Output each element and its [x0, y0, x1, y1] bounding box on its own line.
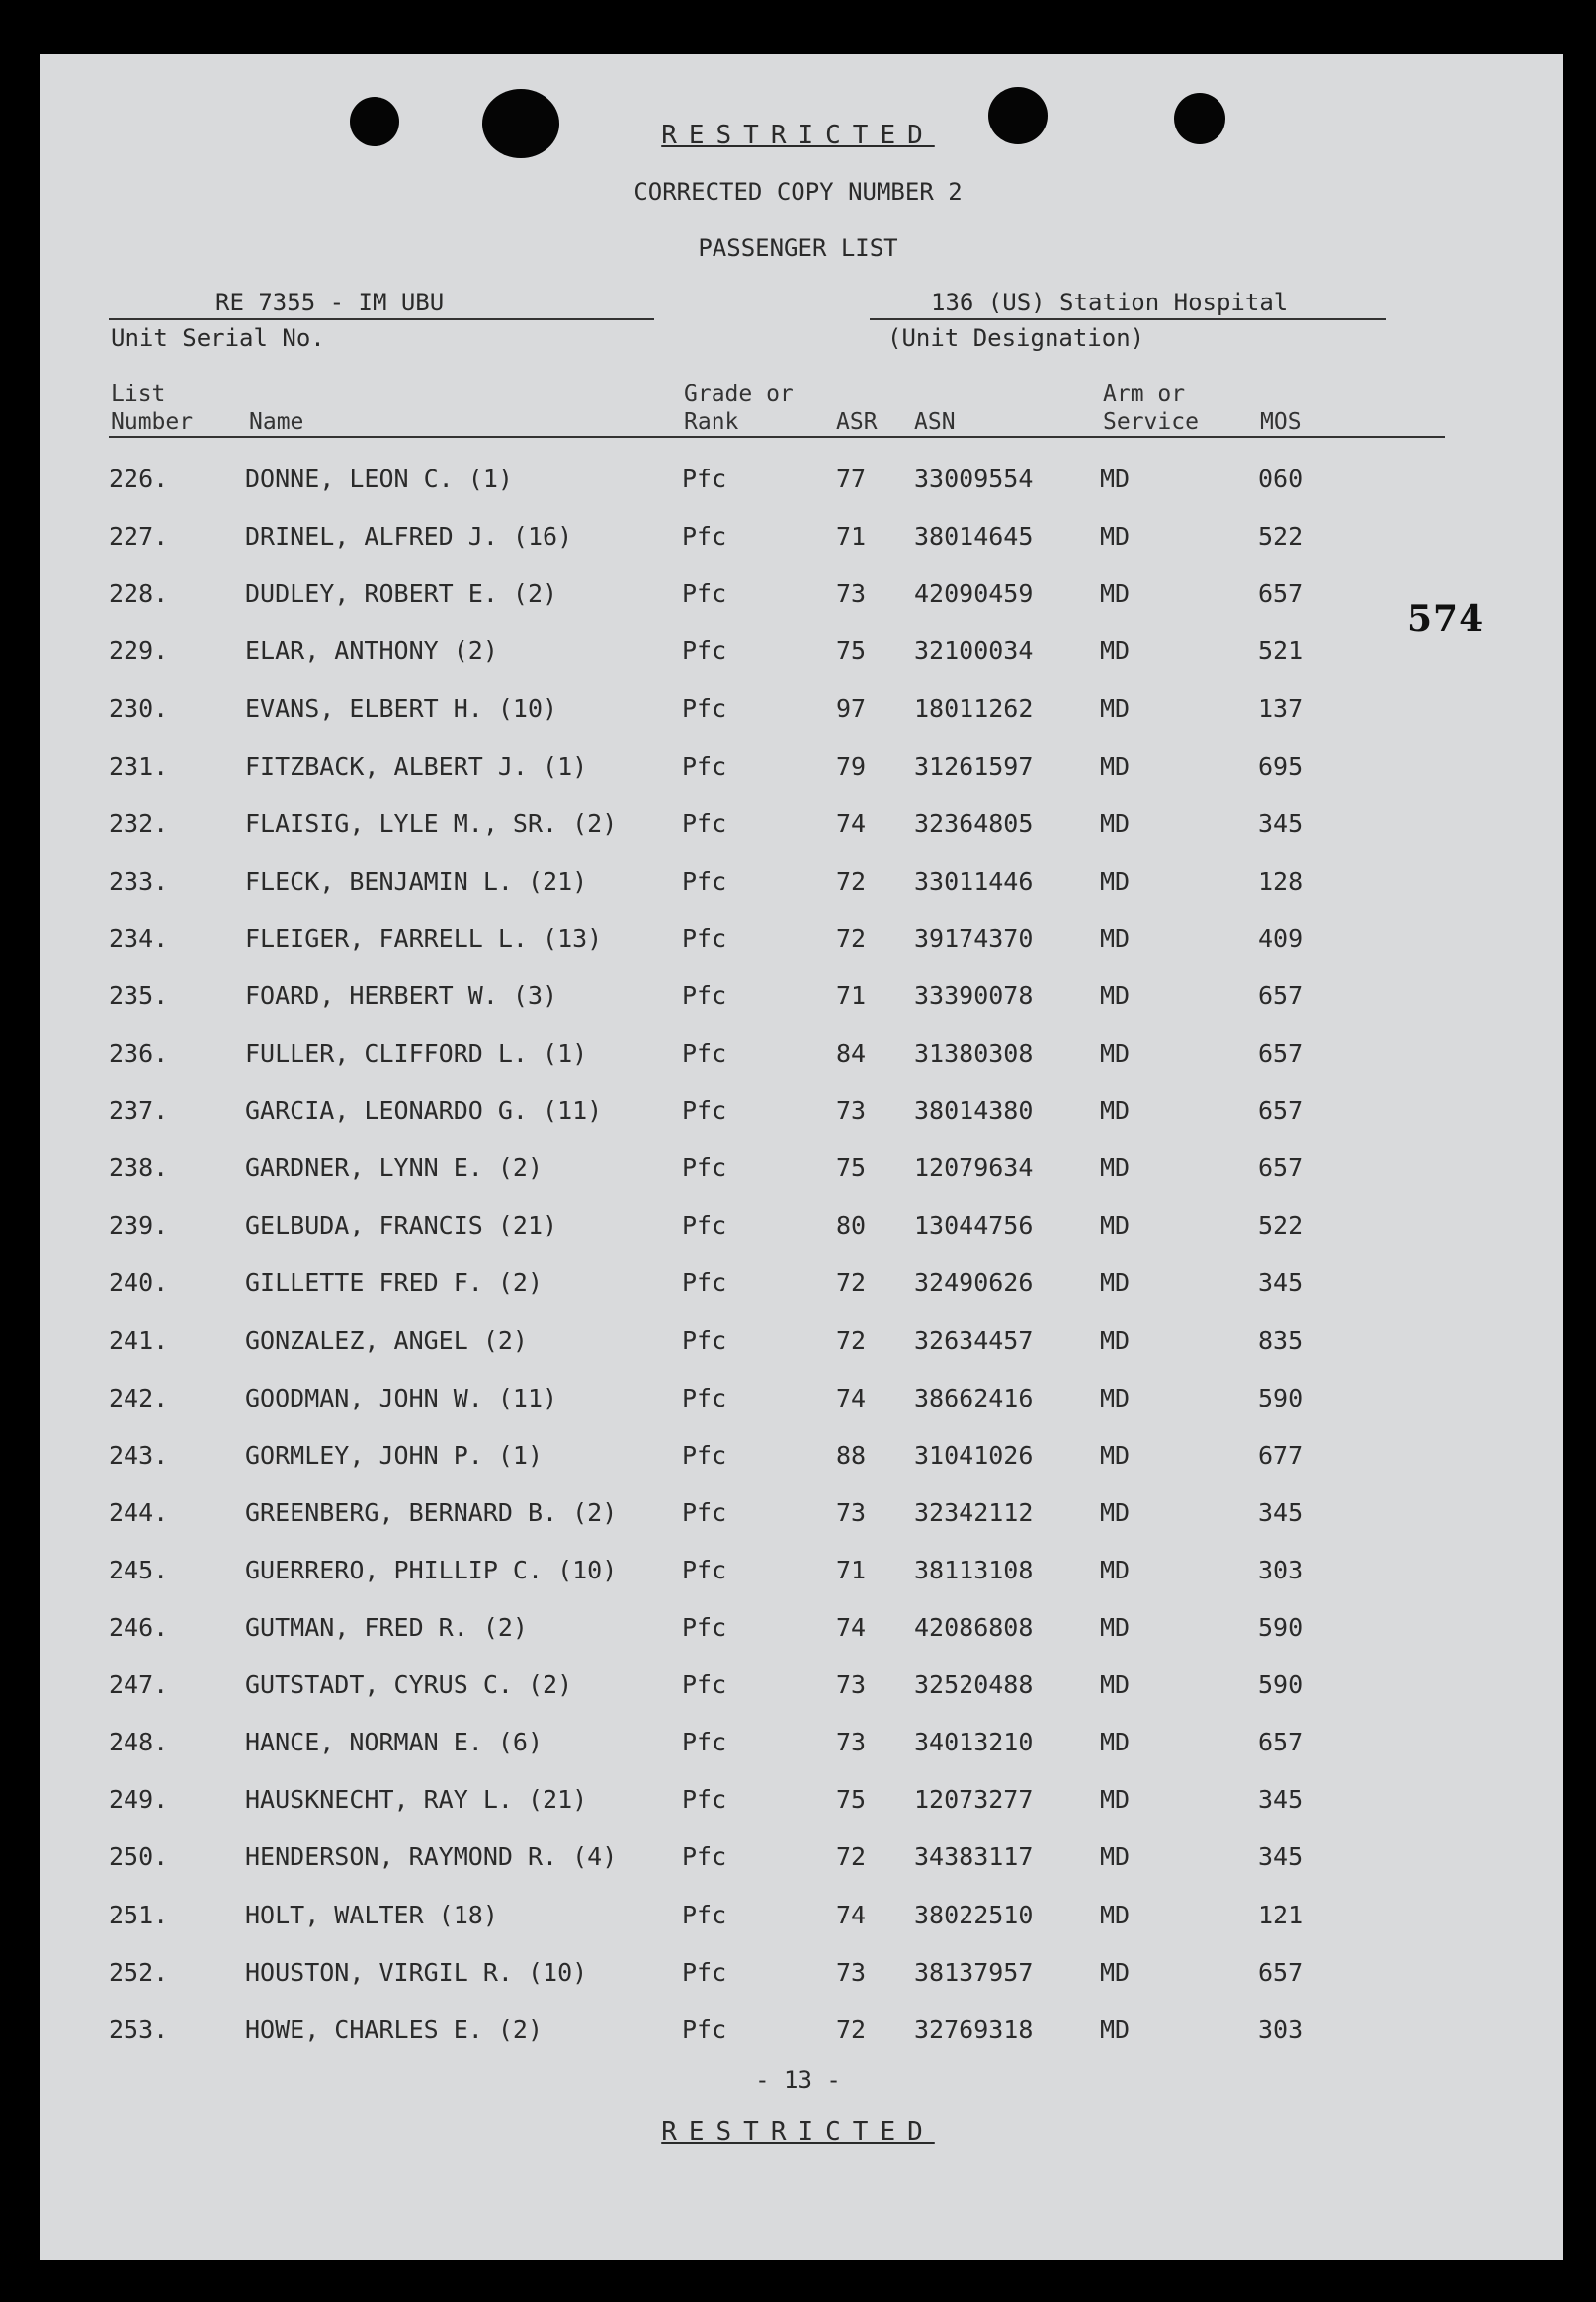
grade: Pfc — [682, 1728, 727, 1756]
passenger-name: FLEIGER, FARRELL L. (13) — [245, 924, 603, 953]
asn: 38662416 — [914, 1384, 1034, 1412]
mos: 128 — [1258, 867, 1303, 895]
grade: Pfc — [682, 924, 727, 953]
grade: Pfc — [682, 1842, 727, 1871]
passenger-name: FLECK, BENJAMIN L. (21) — [245, 867, 588, 895]
list-number: 244. — [109, 1498, 169, 1527]
asn: 38137957 — [914, 1958, 1034, 1987]
asr: 72 — [836, 1326, 867, 1355]
mos: 657 — [1258, 981, 1303, 1010]
grade: Pfc — [682, 522, 727, 551]
table-row — [0, 694, 1596, 733]
col-header-arm: Arm or Service — [1103, 382, 1199, 435]
arm-service: MD — [1100, 1613, 1131, 1642]
asn: 32520488 — [914, 1670, 1034, 1699]
unit-serial-label: Unit Serial No. — [111, 324, 325, 352]
list-number: 229. — [109, 637, 169, 665]
col-header-mos: MOS — [1260, 409, 1302, 435]
table-row — [0, 522, 1596, 561]
arm-service: MD — [1100, 981, 1131, 1010]
mos: 657 — [1258, 1039, 1303, 1067]
arm-service: MD — [1100, 1441, 1131, 1470]
arm-service: MD — [1100, 752, 1131, 781]
grade: Pfc — [682, 1785, 727, 1814]
arm-service: MD — [1100, 1785, 1131, 1814]
passenger-name: GUTSTADT, CYRUS C. (2) — [245, 1670, 573, 1699]
mos: 137 — [1258, 694, 1303, 723]
copy-number: CORRECTED COPY NUMBER 2 — [633, 178, 963, 206]
list-number: 235. — [109, 981, 169, 1010]
col-header-asn: ASN — [914, 409, 956, 435]
grade: Pfc — [682, 981, 727, 1010]
grade: Pfc — [682, 1384, 727, 1412]
underline — [870, 318, 1386, 320]
table-row — [0, 637, 1596, 676]
unit-serial-value: RE 7355 - IM UBU — [215, 289, 445, 316]
asr: 72 — [836, 1842, 867, 1871]
list-number: 252. — [109, 1958, 169, 1987]
list-number: 234. — [109, 924, 169, 953]
mos: 590 — [1258, 1670, 1303, 1699]
arm-service: MD — [1100, 1728, 1131, 1756]
asn: 38014380 — [914, 1096, 1034, 1125]
asr: 77 — [836, 465, 867, 493]
grade: Pfc — [682, 1670, 727, 1699]
asr: 72 — [836, 867, 867, 895]
arm-service: MD — [1100, 637, 1131, 665]
arm-service: MD — [1100, 1268, 1131, 1297]
arm-service: MD — [1100, 579, 1131, 608]
list-number: 242. — [109, 1384, 169, 1412]
passenger-name: GREENBERG, BERNARD B. (2) — [245, 1498, 618, 1527]
list-number: 231. — [109, 752, 169, 781]
grade: Pfc — [682, 1441, 727, 1470]
passenger-name: GUTMAN, FRED R. (2) — [245, 1613, 528, 1642]
table-row — [0, 1498, 1596, 1538]
asr: 97 — [836, 694, 867, 723]
arm-service: MD — [1100, 522, 1131, 551]
passenger-name: GUERRERO, PHILLIP C. (10) — [245, 1556, 618, 1584]
asr: 71 — [836, 522, 867, 551]
mos: 522 — [1258, 522, 1303, 551]
asr: 75 — [836, 637, 867, 665]
table-row — [0, 1326, 1596, 1366]
list-number: 240. — [109, 1268, 169, 1297]
grade: Pfc — [682, 867, 727, 895]
asr: 73 — [836, 1728, 867, 1756]
passenger-name: FLAISIG, LYLE M., SR. (2) — [245, 810, 618, 838]
asr: 72 — [836, 1268, 867, 1297]
asr: 75 — [836, 1153, 867, 1182]
table-row — [0, 1613, 1596, 1653]
grade: Pfc — [682, 1958, 727, 1987]
unit-designation-value: 136 (US) Station Hospital — [931, 289, 1289, 316]
arm-service: MD — [1100, 867, 1131, 895]
passenger-name: GORMLEY, JOHN P. (1) — [245, 1441, 544, 1470]
grade: Pfc — [682, 1268, 727, 1297]
table-row — [0, 465, 1596, 504]
list-number: 239. — [109, 1211, 169, 1239]
list-number: 243. — [109, 1441, 169, 1470]
asr: 74 — [836, 1384, 867, 1412]
mos: 657 — [1258, 1958, 1303, 1987]
arm-service: MD — [1100, 1670, 1131, 1699]
table-row — [0, 924, 1596, 964]
document-type: PASSENGER LIST — [698, 234, 898, 262]
passenger-name: DRINEL, ALFRED J. (16) — [245, 522, 573, 551]
grade: Pfc — [682, 465, 727, 493]
grade: Pfc — [682, 1613, 727, 1642]
mos: 060 — [1258, 465, 1303, 493]
asn: 38014645 — [914, 522, 1034, 551]
asr: 74 — [836, 1901, 867, 1929]
list-number: 227. — [109, 522, 169, 551]
asr: 73 — [836, 1958, 867, 1987]
arm-service: MD — [1100, 1384, 1131, 1412]
asr: 74 — [836, 1613, 867, 1642]
table-row — [0, 810, 1596, 849]
page-stamp: 574 — [1407, 598, 1485, 639]
arm-service: MD — [1100, 1326, 1131, 1355]
table-row — [0, 1556, 1596, 1595]
asr: 72 — [836, 2015, 867, 2044]
passenger-name: DUDLEY, ROBERT E. (2) — [245, 579, 558, 608]
grade: Pfc — [682, 637, 727, 665]
asn: 42090459 — [914, 579, 1034, 608]
grade: Pfc — [682, 694, 727, 723]
mos: 590 — [1258, 1613, 1303, 1642]
passenger-name: ELAR, ANTHONY (2) — [245, 637, 498, 665]
passenger-name: HOUSTON, VIRGIL R. (10) — [245, 1958, 588, 1987]
arm-service: MD — [1100, 694, 1131, 723]
asr: 73 — [836, 1498, 867, 1527]
asn: 33011446 — [914, 867, 1034, 895]
mos: 121 — [1258, 1901, 1303, 1929]
table-row — [0, 1670, 1596, 1710]
arm-service: MD — [1100, 1211, 1131, 1239]
grade: Pfc — [682, 1901, 727, 1929]
passenger-name: HENDERSON, RAYMOND R. (4) — [245, 1842, 618, 1871]
mos: 345 — [1258, 1785, 1303, 1814]
table-row — [0, 579, 1596, 619]
asn: 31041026 — [914, 1441, 1034, 1470]
table-row — [0, 1039, 1596, 1078]
col-header-name: Name — [249, 409, 304, 435]
arm-service: MD — [1100, 1842, 1131, 1871]
list-number: 249. — [109, 1785, 169, 1814]
asn: 33009554 — [914, 465, 1034, 493]
passenger-name: DONNE, LEON C. (1) — [245, 465, 513, 493]
mos: 409 — [1258, 924, 1303, 953]
asn: 31380308 — [914, 1039, 1034, 1067]
restricted-title: RESTRICTED — [661, 121, 935, 150]
passenger-name: FOARD, HERBERT W. (3) — [245, 981, 558, 1010]
grade: Pfc — [682, 2015, 727, 2044]
arm-service: MD — [1100, 810, 1131, 838]
grade: Pfc — [682, 752, 727, 781]
asn: 18011262 — [914, 694, 1034, 723]
mos: 303 — [1258, 2015, 1303, 2044]
asr: 75 — [836, 1785, 867, 1814]
asn: 31261597 — [914, 752, 1034, 781]
arm-service: MD — [1100, 1498, 1131, 1527]
asn: 13044756 — [914, 1211, 1034, 1239]
mos: 590 — [1258, 1384, 1303, 1412]
arm-service: MD — [1100, 2015, 1131, 2044]
table-row — [0, 1958, 1596, 1998]
arm-service: MD — [1100, 1153, 1131, 1182]
asn: 32364805 — [914, 810, 1034, 838]
mos: 345 — [1258, 1842, 1303, 1871]
mos: 695 — [1258, 752, 1303, 781]
asn: 34383117 — [914, 1842, 1034, 1871]
table-row — [0, 2015, 1596, 2055]
list-number: 237. — [109, 1096, 169, 1125]
passenger-name: HOLT, WALTER (18) — [245, 1901, 498, 1929]
asr: 72 — [836, 924, 867, 953]
col-header-asr: ASR — [836, 409, 878, 435]
table-row — [0, 1441, 1596, 1481]
list-number: 250. — [109, 1842, 169, 1871]
list-number: 248. — [109, 1728, 169, 1756]
list-number: 228. — [109, 579, 169, 608]
mos: 677 — [1258, 1441, 1303, 1470]
underline — [109, 318, 654, 320]
header-rule — [109, 436, 1445, 438]
list-number: 247. — [109, 1670, 169, 1699]
table-row — [0, 1096, 1596, 1136]
asn: 12079634 — [914, 1153, 1034, 1182]
asn: 38022510 — [914, 1901, 1034, 1929]
passenger-name: EVANS, ELBERT H. (10) — [245, 694, 558, 723]
asn: 12073277 — [914, 1785, 1034, 1814]
grade: Pfc — [682, 1096, 727, 1125]
asn: 32634457 — [914, 1326, 1034, 1355]
mos: 345 — [1258, 1268, 1303, 1297]
table-row — [0, 981, 1596, 1021]
table-row — [0, 752, 1596, 792]
mos: 835 — [1258, 1326, 1303, 1355]
passenger-name: GELBUDA, FRANCIS (21) — [245, 1211, 558, 1239]
grade: Pfc — [682, 1211, 727, 1239]
asr: 73 — [836, 1096, 867, 1125]
col-header-grade: Grade or Rank — [684, 382, 794, 435]
mos: 657 — [1258, 1096, 1303, 1125]
col-header-list-number: List Number — [111, 382, 194, 435]
table-row — [0, 1842, 1596, 1882]
passenger-name: GARCIA, LEONARDO G. (11) — [245, 1096, 603, 1125]
asr: 80 — [836, 1211, 867, 1239]
list-number: 226. — [109, 465, 169, 493]
asr: 73 — [836, 1670, 867, 1699]
table-row — [0, 1901, 1596, 1940]
passenger-name: HAUSKNECHT, RAY L. (21) — [245, 1785, 588, 1814]
arm-service: MD — [1100, 1901, 1131, 1929]
list-number: 232. — [109, 810, 169, 838]
asr: 71 — [836, 981, 867, 1010]
mos: 345 — [1258, 1498, 1303, 1527]
arm-service: MD — [1100, 1556, 1131, 1584]
asn: 32100034 — [914, 637, 1034, 665]
mos: 657 — [1258, 1153, 1303, 1182]
asr: 84 — [836, 1039, 867, 1067]
restricted-footer: RESTRICTED — [661, 2117, 935, 2147]
arm-service: MD — [1100, 1958, 1131, 1987]
grade: Pfc — [682, 579, 727, 608]
asn: 39174370 — [914, 924, 1034, 953]
grade: Pfc — [682, 810, 727, 838]
list-number: 241. — [109, 1326, 169, 1355]
table-row — [0, 1384, 1596, 1423]
grade: Pfc — [682, 1556, 727, 1584]
list-number: 253. — [109, 2015, 169, 2044]
mos: 657 — [1258, 1728, 1303, 1756]
table-row — [0, 1268, 1596, 1308]
asn: 38113108 — [914, 1556, 1034, 1584]
grade: Pfc — [682, 1326, 727, 1355]
asr: 73 — [836, 579, 867, 608]
list-number: 230. — [109, 694, 169, 723]
table-row — [0, 1785, 1596, 1825]
passenger-name: GARDNER, LYNN E. (2) — [245, 1153, 544, 1182]
unit-designation-label: (Unit Designation) — [887, 324, 1145, 352]
asn: 32342112 — [914, 1498, 1034, 1527]
arm-service: MD — [1100, 465, 1131, 493]
page-number: - 13 - — [755, 2066, 841, 2093]
asn: 34013210 — [914, 1728, 1034, 1756]
passenger-name: GOODMAN, JOHN W. (11) — [245, 1384, 558, 1412]
table-row — [0, 1153, 1596, 1193]
mos: 303 — [1258, 1556, 1303, 1584]
asn: 32490626 — [914, 1268, 1034, 1297]
passenger-name: HANCE, NORMAN E. (6) — [245, 1728, 544, 1756]
grade: Pfc — [682, 1153, 727, 1182]
mos: 522 — [1258, 1211, 1303, 1239]
asr: 79 — [836, 752, 867, 781]
asn: 42086808 — [914, 1613, 1034, 1642]
mos: 657 — [1258, 579, 1303, 608]
list-number: 245. — [109, 1556, 169, 1584]
list-number: 233. — [109, 867, 169, 895]
grade: Pfc — [682, 1498, 727, 1527]
asn: 33390078 — [914, 981, 1034, 1010]
grade: Pfc — [682, 1039, 727, 1067]
passenger-name: FULLER, CLIFFORD L. (1) — [245, 1039, 588, 1067]
list-number: 238. — [109, 1153, 169, 1182]
table-row — [0, 867, 1596, 906]
asn: 32769318 — [914, 2015, 1034, 2044]
table-row — [0, 1211, 1596, 1250]
arm-service: MD — [1100, 1039, 1131, 1067]
mos: 521 — [1258, 637, 1303, 665]
passenger-name: GONZALEZ, ANGEL (2) — [245, 1326, 528, 1355]
mos: 345 — [1258, 810, 1303, 838]
asr: 71 — [836, 1556, 867, 1584]
arm-service: MD — [1100, 924, 1131, 953]
passenger-name: HOWE, CHARLES E. (2) — [245, 2015, 544, 2044]
passenger-name: FITZBACK, ALBERT J. (1) — [245, 752, 588, 781]
arm-service: MD — [1100, 1096, 1131, 1125]
list-number: 246. — [109, 1613, 169, 1642]
list-number: 251. — [109, 1901, 169, 1929]
table-row — [0, 1728, 1596, 1767]
passenger-name: GILLETTE FRED F. (2) — [245, 1268, 544, 1297]
asr: 74 — [836, 810, 867, 838]
asr: 88 — [836, 1441, 867, 1470]
list-number: 236. — [109, 1039, 169, 1067]
